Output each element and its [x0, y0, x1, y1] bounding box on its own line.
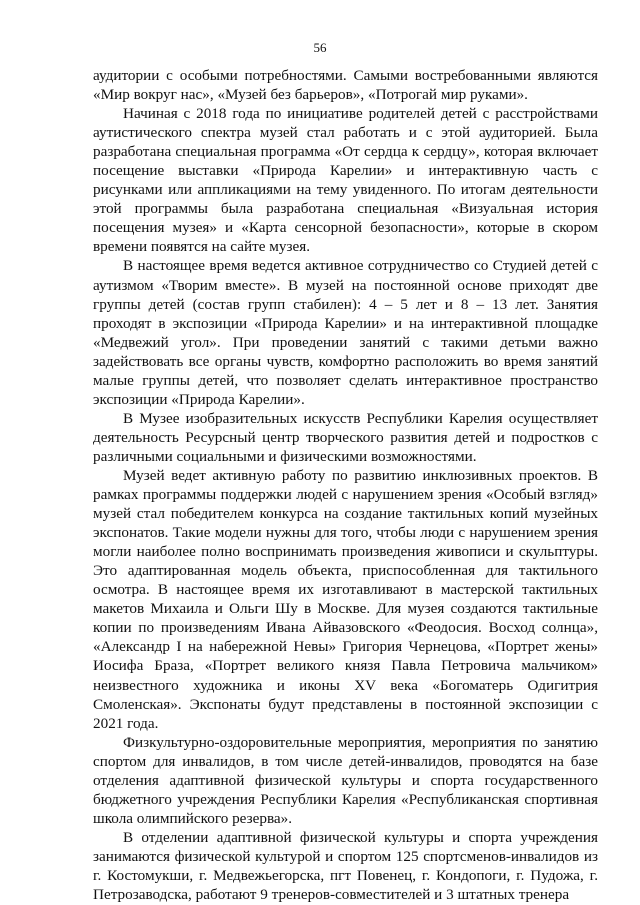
paragraph-continuation: аудитории с особыми потребностями. Самыми востребованными являются «Мир вокруг нас», «Музей без барьеров», «Потрогай мир руками».: [93, 67, 598, 104]
body-text: [93, 66, 598, 904]
paragraph-tactile-copies: Музей ведет активную работу по развитию инклюзивных проектов. В рамках программы поддержки людей с нарушением зрения «Особый взгляд» музей стал победителем конкурса на создание тактильных копий музейных экспонатов. Такие модели нужны для того, чтобы люди с нарушением зрения могли наиболее полно воспринимать произведения живописи и скульптуры. Это адаптированная модель объекта, приспособленная для тактильного осмотра. В настоящее время их изготавливают в мастерской тактильных макетов Михаила и Ольги Шу в Москве. Для музея создаются тактильные копии по произведениям Ивана Айвазовского «Феодосия. Восход солнца», «Александр I на набережной Невы» Григория Чернецова, «Портрет жены» Иосифа Браза, «Портрет великого князя Павла Петровича мальчиком» неизвестного художника и иконы XV века «Богоматерь Одигитрия Смоленская». Экспонаты будут представлены в постоянной экспозиции с 2021 года.: [93, 466, 598, 732]
paragraph-studio-cooperation: В настоящее время ведется активное сотрудничество со Студией детей с аутизмом «Творим вместе». В музей на постоянной основе приходят две группы детей (состав групп стабилен): 4 – 5 лет и 8 – 13 лет. Занятия проходят в экспозиции «Природа Карелии» и на интерактивной площадке «Медвежий угол». При проведении занятий с такими детьми важно задействовать все органы чувств, комфортно расположить во время занятий малые группы детей, что позволяет сделать интерактивное пространство экспозиции «Природа Карелии».: [93, 257, 598, 408]
page-number: 56: [313, 40, 327, 55]
paragraph-sports-events: Физкультурно-оздоровительные мероприятия, мероприятия по занятию спортом для инвалидов, в том числе детей-инвалидов, проводятся на базе отделения адаптивной физической культуры и спорта государственного бюджетного учреждения Республики Карелия «Республиканская спортивная школа олимпийского резерва».: [93, 733, 598, 827]
paragraph-autism-program: Начиная с 2018 года по инициативе родителей детей с расстройствами аутистического спектра музей стал работать и с этой аудиторией. Была разработана специальная программа «От сердца к сердцу», которая включает посещение выставки «Природа Карелии» и интерактивную часть с рисунками или аппликациями на тему увиденного. По итогам деятельности этой программы была разработана специальная «Визуальная история посещения музея» и «Карта сенсорной безопасности», которые в скором времени появятся на сайте музея.: [93, 105, 598, 256]
paragraph-fine-arts-museum: В Музее изобразительных искусств Республики Карелия осуществляет деятельность Ресурсный центр творческого развития детей и подростков с различными социальными и физическими возможностями.: [93, 409, 598, 465]
paragraph-adaptive-sports: В отделении адаптивной физической культуры и спорта учреждения занимаются физической культурой и спортом 125 спортсменов-инвалидов из г. Костомукши, г. Медвежьегорска, пгт Повенец, г. Кондопоги, г. Пудожа, г. Петрозаводска, работают 9 тренеров-совместителей и 3 штатных тренера: [93, 828, 598, 904]
